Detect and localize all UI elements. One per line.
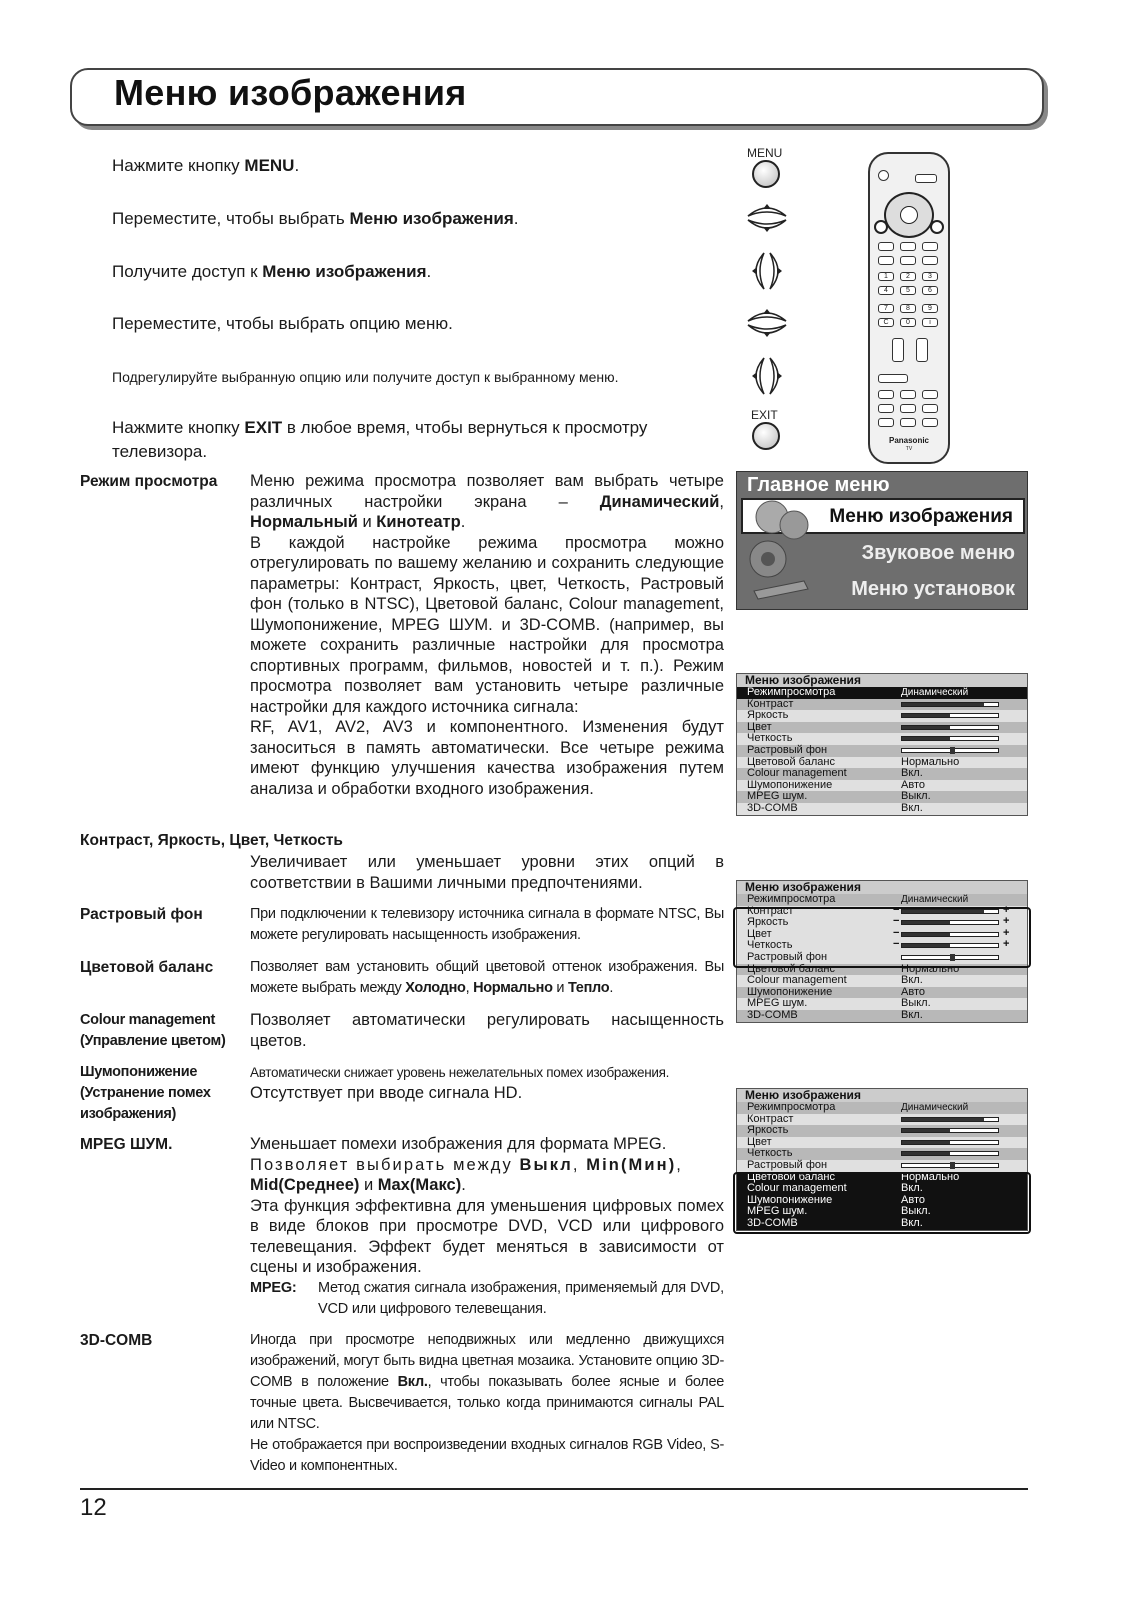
term-raster: Растровый фон xyxy=(80,906,203,923)
osd-row: Шумопонижение Авто xyxy=(737,987,1027,999)
exit-button-label: EXIT xyxy=(751,408,778,422)
osd-row: Четкость − + xyxy=(737,940,1027,952)
osd-row: Режимпросмотра Динамический xyxy=(737,894,1027,906)
osd-row: Четкость xyxy=(737,1148,1027,1160)
osd-bar-fill xyxy=(902,726,950,729)
page-title: Меню изображения xyxy=(114,72,467,113)
osd-row: Цветовой баланс Нормально xyxy=(737,757,1027,769)
menu-button-icon xyxy=(752,160,780,188)
osd-row: Режимпросмотра Динамический xyxy=(737,1102,1027,1114)
osd-bar-fill xyxy=(902,737,950,740)
osd-bar-mark xyxy=(950,1162,955,1169)
step-3: Получите доступ к Меню изображения. xyxy=(112,262,432,281)
osd-row: Colour management Вкл. xyxy=(737,1183,1027,1195)
term-viewing-mode: Режим просмотра xyxy=(80,473,218,490)
osd-row: Цветовой баланс Нормально xyxy=(737,964,1027,976)
osd-row: Контраст − + xyxy=(737,906,1027,918)
main-menu-header: Главное меню xyxy=(747,474,890,496)
step-6-line2: телевизора. xyxy=(112,442,208,461)
remote-control-illustration: 1 2 3 4 5 6 7 8 9 C 0 i Panasonic TV xyxy=(868,152,950,464)
osd-bar-fill xyxy=(902,1141,950,1144)
osd-row: Шумопонижение Авто xyxy=(737,1195,1027,1207)
desc-mpeg-noise: Уменьшает помехи изображения для формата MPEG. Позволяет выбирать между Выкл, Min(Мин), Mid(Среднее) и Max(Макс). Эта функция эффективна для уменьшения цифровых помех в виде блоков при просмотре DVD, VCD или цифрового телевещания. Эффект будет меняться в зависимости от сцены и изображения. MPEG: Метод сжатия сигнала изображения, применяемый для DVD, VCD или цифрового телевещания. xyxy=(250,1135,724,1317)
main-menu-item-setup[interactable]: Меню установок xyxy=(851,578,1015,600)
step-5: Подрегулируйте выбранную опцию или получите доступ к выбранному меню. xyxy=(112,369,619,385)
osd-row: Контраст xyxy=(737,1114,1027,1126)
osd-row: Яркость − + xyxy=(737,917,1027,929)
osd-row: Цветовой баланс Нормально xyxy=(737,1172,1027,1184)
osd-bar-fill xyxy=(902,703,984,706)
osd-bar-fill xyxy=(902,1129,950,1132)
osd-row: 3D-COMB Вкл. xyxy=(737,803,1027,815)
page-number: 12 xyxy=(80,1494,107,1521)
osd-row: Режимпросмотра Динамический xyxy=(737,687,1027,699)
osd-menu-2: Меню изображения Режимпросмотра Динамический Контраст − + Яркость − + Цвет − + Четкость − + Растровый фон Цветовой баланс Нормально Colour management Вкл. Шумопонижение Авто MPEG шум. Выкл. 3D-COMB Вкл. xyxy=(736,880,1028,1023)
desc-3d-comb: Иногда при просмотре неподвижных или медленно движущихся изображений, могут быть видна цветная мозаика. Установите опцию 3D-COMB в положение Вкл., чтобы показывать более ясные и более точные цвета. Высвечивается, только когда принимаются сигналы PAL или NTSC. Не отображается при воспроизведении входных сигналов RGB Video, S-Video и компонентных. xyxy=(250,1332,724,1474)
osd-row: Colour management Вкл. xyxy=(737,975,1027,987)
term-color-balance: Цветовой баланс xyxy=(80,959,214,976)
osd-bar-mark xyxy=(950,747,955,754)
step-4: Переместите, чтобы выбрать опцию меню. xyxy=(112,314,453,333)
term-contrast: Контраст, Яркость, Цвет, Четкость xyxy=(80,832,343,849)
remote-sub: TV xyxy=(905,446,913,452)
osd-highlight-box xyxy=(733,907,1031,968)
osd-row: Цвет − + xyxy=(737,929,1027,941)
osd-row: MPEG шум. Выкл. xyxy=(737,1206,1027,1218)
osd-row: Цвет xyxy=(737,722,1027,734)
desc-colour-management: Позволяет автоматически регулировать насыщенность цветов. xyxy=(250,1011,724,1050)
osd-row: Шумопонижение Авто xyxy=(737,780,1027,792)
term-noise-reduction: Шумопонижение (Устранение помех изображения) xyxy=(80,1064,211,1122)
osd-row: MPEG шум. Выкл. xyxy=(737,791,1027,803)
step-2: Переместите, чтобы выбрать Меню изображения. xyxy=(112,209,519,228)
desc-color-balance: Позволяет вам установить общий цветовой оттенок изображения. Вы можете выбрать между Холодно, Нормально и Тепло. xyxy=(250,959,724,996)
footer-rule xyxy=(80,1488,1028,1490)
osd-row: Растровый фон xyxy=(737,745,1027,757)
menu-button-label: MENU xyxy=(747,146,783,160)
osd-bar-fill xyxy=(902,1118,984,1121)
exit-button-icon xyxy=(752,422,780,450)
term-colour-management: Colour management (Управление цветом) xyxy=(80,1012,226,1049)
osd-menu-3: Меню изображения Режимпросмотра Динамический Контраст Яркость Цвет Четкость Растровый фон Цветовой баланс Нормально Colour management Вкл. Шумопонижение Авто MPEG шум. Выкл. 3D-COMB Вкл. xyxy=(736,1088,1028,1231)
step-6: Нажмите кнопку EXIT в любое время, чтобы вернуться к просмотру xyxy=(112,418,648,437)
main-menu-item-picture[interactable]: Меню изображения xyxy=(741,498,1025,534)
osd-row: Яркость xyxy=(737,710,1027,722)
osd-menu-1: Меню изображения Режимпросмотра Динамический Контраст Яркость Цвет Четкость Растровый фон Цветовой баланс Нормально Colour management Вкл. Шумопонижение Авто MPEG шум. Выкл. 3D-COMB Вкл. xyxy=(736,673,1028,816)
osd-row: Colour management Вкл. xyxy=(737,768,1027,780)
osd-row: Контраст xyxy=(737,699,1027,711)
term-3d-comb: 3D-COMB xyxy=(80,1332,153,1349)
main-menu-item-sound[interactable]: Звуковое меню xyxy=(861,542,1015,564)
desc-contrast: Увеличивает или уменьшает уровни этих опций в соответствии в Вашими личными предпочтениями. xyxy=(250,853,724,892)
osd-bar-fill xyxy=(902,1152,950,1155)
step-1: Нажмите кнопку MENU. xyxy=(112,156,300,175)
term-mpeg-noise: MPEG ШУМ. xyxy=(80,1136,173,1153)
left-right-arrows-icon xyxy=(744,250,790,292)
left-right-arrows-icon xyxy=(744,355,790,397)
menu-decoration-icon xyxy=(744,495,824,607)
desc-raster: При подключении к телевизору источника сигнала в формате NTSC, Вы можете регулировать насыщенность изображения. xyxy=(250,906,724,943)
up-down-arrows-icon xyxy=(744,303,790,343)
osd-row: Яркость xyxy=(737,1125,1027,1137)
osd-row: Растровый фон xyxy=(737,952,1027,964)
up-down-arrows-icon xyxy=(744,198,790,238)
desc-noise-reduction: Автоматически снижает уровень нежелательных помех изображения. Отсутствует при вводе сигнала HD. xyxy=(250,1065,670,1102)
osd-row: 3D-COMB Вкл. xyxy=(737,1010,1027,1022)
osd-row: Растровый фон xyxy=(737,1160,1027,1172)
osd-row: MPEG шум. Выкл. xyxy=(737,998,1027,1010)
osd-bar-fill xyxy=(902,714,950,717)
osd-row: 3D-COMB Вкл. xyxy=(737,1218,1027,1230)
desc-viewing-mode: Меню режима просмотра позволяет вам выбрать четыре различных настройки экрана – Динамический, Нормальный и Кинотеатр. В каждой настройке режима просмотра можно отрегулировать по вашему желанию и сохранить следующие параметры: Контраст, Яркость, цвет, Четкость, Растровый фон (только в NTSC), Цветовой баланс, Colour management, Шумопонижение, MPEG ШУМ. и 3D-COMB. (например, вы можете сохранить различные настройки для просмотра спортивных программ, фильмов, новостей и т. п.). Режим просмотра позволяет вам установить четыре различные настройки для каждого источника сигнала: RF, AV1, AV2, AV3 и компонентного. Изменения будут заноситься в память автоматически. Все четыре режима имеют функцию улучшения качества изображения путем анализа и обработки входного изображения. xyxy=(250,472,724,798)
remote-brand: Panasonic xyxy=(888,436,929,445)
osd-row: Четкость xyxy=(737,733,1027,745)
osd-highlight-box xyxy=(733,1172,1031,1234)
osd-row: Цвет xyxy=(737,1137,1027,1149)
